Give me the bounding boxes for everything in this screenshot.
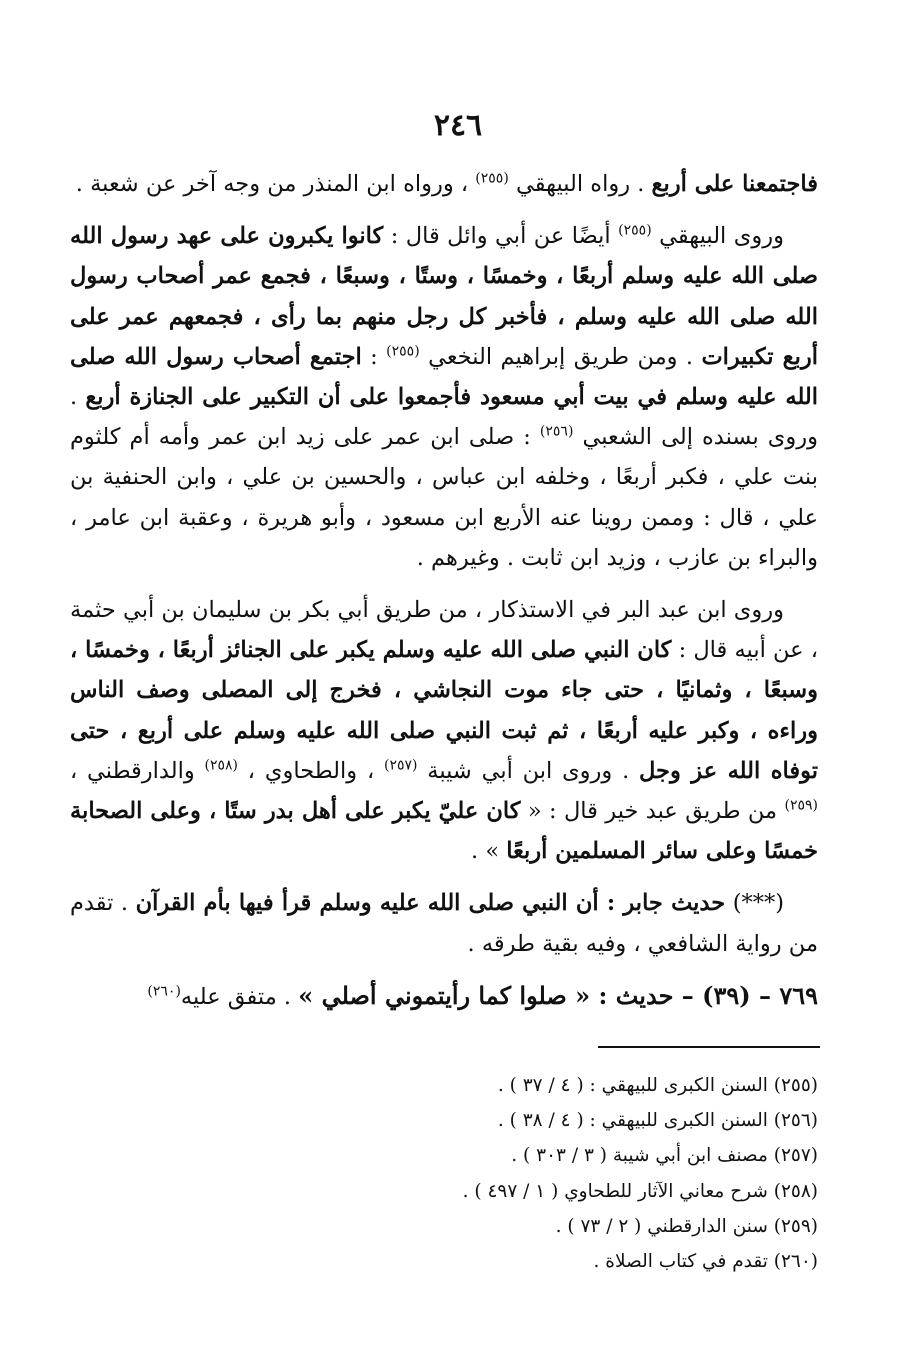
text-run: أيضًا عن أبي وائل قال : xyxy=(383,223,619,250)
quoted-text: فاجتمعنا على أربع xyxy=(651,171,818,197)
paragraph xyxy=(70,883,818,963)
footnote-ref: (٢٦٠) xyxy=(147,983,181,1000)
main-text xyxy=(70,164,818,1017)
paragraph xyxy=(70,164,818,204)
page-number: ٢٤٦ xyxy=(433,108,483,143)
text-run: . ومن طريق إبراهيم النخعي xyxy=(419,343,702,370)
text-run: . وروى بسنده إلى الشعبي xyxy=(70,384,818,451)
hadith-heading: ٧٦٩ – (٣٩) – حديث : « صلوا كما رأيتموني أصلي » xyxy=(298,980,818,1010)
quoted-text: كان عليّ يكبر على أهل بدر ستًا ، وعلى الصحابة خمسًا وعلى سائر المسلمين أربعًا xyxy=(70,798,818,865)
text-run: » . xyxy=(471,838,507,865)
text-run: . تقدم من رواية الشافعي ، وفيه بقية طرقه . xyxy=(70,890,818,957)
text-run: . وروى ابن أبي شيبة xyxy=(417,757,640,784)
text-run: من طريق عبد خير قال : « xyxy=(520,798,785,825)
text-run: ، والطحاوي ، xyxy=(238,757,384,784)
paragraph xyxy=(70,590,818,871)
text-run: وروى ابن عبد البر في الاستذكار ، من طريق أبي بكر بن سليمان بن أبي حثمة ، عن أبيه قال : xyxy=(70,597,819,664)
footnote: (٢٥٨) شرح معاني الآثار للطحاوي ( ١ / ٤٩٧ ) . xyxy=(462,1180,818,1202)
text-run: (***) xyxy=(725,890,784,917)
footnote: (٢٥٥) السنن الكبرى للبيهقي : ( ٤ / ٣٧ ) . xyxy=(497,1075,818,1096)
footnote: (٢٥٧) مصنف ابن أبي شيبة ( ٣ / ٣٠٣ ) . xyxy=(511,1145,818,1167)
footnote-ref: (٢٥٧) xyxy=(384,757,418,774)
footnote-ref: (٢٥٥) xyxy=(386,343,420,360)
quoted-text: كان النبي صلى الله عليه وسلم يكبر على الجنائز أربعًا ، وخمسًا ، وسبعًا ، وثمانيًا ، حتى جاء موت النجاشي ، فخرج إلى المصلى وصف الناس وراءه ، وكبر عليه أربعًا ، ثم ثبت النبي صلى الله عليه وسلم على أربع ، حتى توفاه الله عز وجل xyxy=(70,637,818,784)
footnote: (٢٦٠) تقدم في كتاب الصلاة . xyxy=(593,1251,818,1273)
footnote-ref: (٢٥٦) xyxy=(539,423,574,440)
footnote-ref: (٢٥٥) xyxy=(475,170,509,187)
quoted-text: كانوا يكبرون على عهد رسول الله صلى الله عليه وسلم أربعًا ، وخمسًا ، وستًا ، وسبعًا ، فجمع عمر أصحاب رسول الله صلى الله عليه وسلم ، فأخبر كل رجل منهم بما رأى ، فجمعهم عمر على أربع تكبيرات xyxy=(70,223,818,370)
paragraph xyxy=(70,216,818,578)
footnote-separator xyxy=(598,1046,820,1048)
text-run: . رواه البيهقي xyxy=(508,171,652,197)
footnote: (٢٥٩) سنن الدارقطني ( ٢ / ٧٣ ) . xyxy=(555,1215,818,1237)
footnote-ref: (٢٥٨) xyxy=(204,757,239,774)
text-run: . متفق عليه xyxy=(180,983,299,1010)
text-run: وروى البيهقي xyxy=(651,223,784,250)
paragraph xyxy=(70,976,818,1017)
quoted-text: اجتمع أصحاب رسول الله صلى الله عليه وسلم في بيت أبي مسعود فأجمعوا على أن التكبير على الجنازة أربع xyxy=(70,343,819,411)
quoted-text: حديث جابر : أن النبي صلى الله عليه وسلم قرأ فيها بأم القرآن xyxy=(135,890,726,917)
text-run: ، ورواه ابن المنذر من وجه آخر عن شعبة . xyxy=(75,171,476,197)
footnote: (٢٥٦) السنن الكبرى للبيهقي : ( ٤ / ٣٨ ) . xyxy=(497,1110,818,1132)
footnote-ref: (٢٥٥) xyxy=(618,222,652,239)
text-run: والدارقطني ، xyxy=(70,757,205,784)
text-run: : صلى ابن عمر على زيد ابن عمر وأمه أم كلثوم بنت علي ، فكبر أربعًا ، وخلفه ابن عباس ، والحسين بن علي ، وابن الحنفية بن علي ، قال : وممن روينا عنه الأربع ابن مسعود ، وأبو هريرة ، وعقبة ابن عامر ، والبراء بن عازب ، وزيد ابن ثابت . وغيرهم . xyxy=(70,424,818,571)
footnotes xyxy=(100,1068,818,1279)
text-run: : xyxy=(361,343,387,370)
footnote-ref: (٢٥٩) xyxy=(784,797,818,814)
